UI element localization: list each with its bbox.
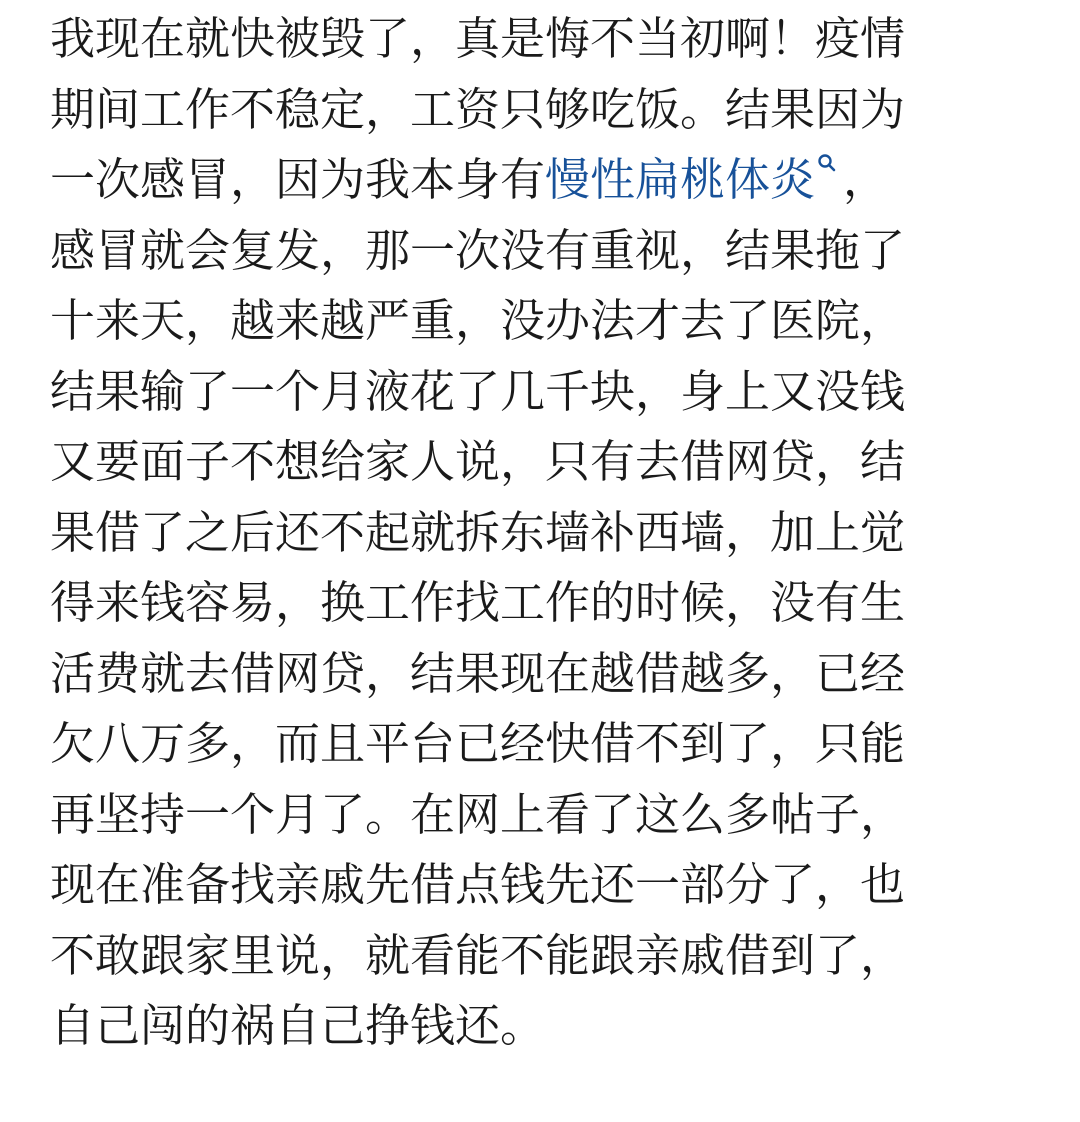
answer-line: 我现在就快被毁了，真是悔不当初啊！疫情 <box>50 12 906 65</box>
answer-line: 自己闯的祸自己挣钱还。 <box>50 999 546 1052</box>
answer-content <box>50 4 1025 1062</box>
answer-line: 十来天，越来越严重，没办法才去了医院， <box>50 294 906 347</box>
keyword-search-link[interactable]: 慢性扁桃体炎 <box>545 153 816 206</box>
answer-line: 果借了之后还不起就拆东墙补西墙，加上觉 <box>50 505 906 559</box>
answer-line: 不敢跟家里说，就看能不能跟亲戚借到了， <box>50 928 906 982</box>
answer-line <box>50 145 1025 216</box>
answer-line: 现在准备找亲戚先借点钱先还一部分了，也 <box>50 858 906 911</box>
answer-line: 欠八万多，而且平台已经快借不到了，只能 <box>50 717 906 770</box>
answer-text: ， <box>843 153 889 206</box>
answer-line: 得来钱容易，换工作找工作的时候，没有生 <box>50 576 906 629</box>
answer-line: 感冒就会复发，那一次没有重视，结果拖了 <box>50 223 906 277</box>
answer-line: 再坚持一个月了。在网上看了这么多帖子， <box>50 787 906 841</box>
answer-line: 活费就去借网贷，结果现在越借越多，已经 <box>50 646 906 700</box>
answer-line: 期间工作不稳定，工资只够吃饭。结果因为 <box>50 82 906 136</box>
answer-text: 一次感冒，因为我本身有 <box>50 153 546 206</box>
search-icon[interactable] <box>817 153 837 173</box>
answer-line: 结果输了一个月液花了几千块，身上又没钱 <box>50 364 906 418</box>
answer-line: 又要面子不想给家人说，只有去借网贷，结 <box>50 435 906 488</box>
